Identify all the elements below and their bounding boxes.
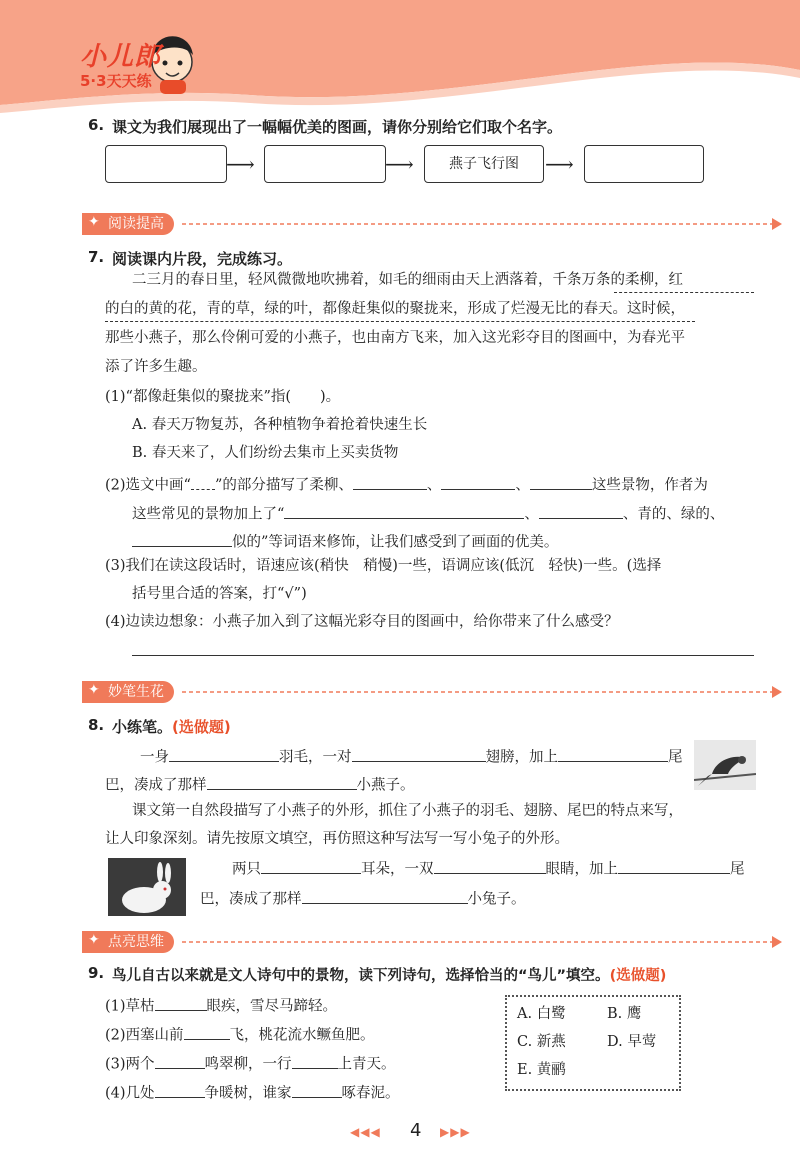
q9-item-3: (3)两个 鸣翠柳，一行 上青天。 [105, 1053, 396, 1072]
q6-box-3: 燕子飞行图 [424, 145, 544, 183]
blank-field[interactable] [155, 1082, 205, 1098]
q9-options-box [505, 995, 681, 1091]
q7-sub2-line1: (2)选文中画“ ”的部分描写了柔柳、 、 、 这些景物，作者为 [105, 474, 708, 493]
section-banner-reading [82, 212, 782, 236]
series-name: 5·3天天练 [80, 72, 152, 90]
q7-sub2-line3: 似的”等词语来修饰，让我们感受到了画面的优美。 [132, 531, 558, 550]
arrow-icon: ⟶ [226, 152, 255, 176]
optional-tag: (选做题) [172, 718, 231, 736]
prev-arrows-icon: ◀◀◀ [350, 1125, 381, 1139]
q7-number: 7. [88, 248, 105, 266]
q8-swallow-line2: 巴，凑成了那样 小燕子。 [105, 774, 415, 793]
q6-box-2[interactable] [264, 145, 386, 183]
section-banner-thinking [82, 930, 782, 954]
q6-box-1[interactable] [105, 145, 227, 183]
page-number: 4 [410, 1120, 422, 1141]
q8-paragraph-2: 让人印象深刻。请先按原文填空，再仿照这种写法写一写小兔子的外形。 [105, 831, 569, 847]
blank-field[interactable] [184, 1024, 230, 1040]
blank-field[interactable] [539, 503, 623, 519]
blank-field[interactable] [530, 474, 592, 490]
q7-sub1-option-b[interactable]: B. 春天来了，人们纷纷去集市上买卖货物 [132, 445, 399, 461]
section-label: 妙笔生花 [82, 681, 174, 703]
blank-field[interactable] [353, 474, 427, 490]
blank-field[interactable] [292, 1082, 342, 1098]
q9-number: 9. [88, 964, 105, 982]
q8-rabbit-line1: 两只 耳朵，一双 眼睛，加上 尾 [232, 858, 745, 877]
blank-field[interactable] [155, 1053, 205, 1069]
passage-line-3: 那些小燕子，那么伶俐可爱的小燕子，也由南方飞来，加入这光彩夺目的图画中，为春光平 [105, 330, 685, 346]
q7-sub1: (1)“都像赶集似的聚拢来”指( )。 [105, 389, 341, 405]
blank-field[interactable] [132, 531, 232, 547]
q6-prompt: 课文为我们展现出了一幅幅优美的图画，请你分别给它们取个名字。 [112, 118, 563, 136]
q7-sub3-line1: (3)我们在读这段话时，语速应该(稍快 稍慢)一些，语调应该(低沉 轻快)一些。(选择 [105, 558, 662, 574]
blank-field[interactable] [261, 858, 361, 874]
q9-item-4: (4)几处 争暖树，谁家 啄春泥。 [105, 1082, 400, 1101]
star-icon: ✦ [88, 932, 100, 948]
q7-sub1-option-a[interactable]: A. 春天万物复苏，各种植物争着抢着快速生长 [132, 417, 428, 433]
rabbit-photo [108, 858, 186, 916]
blank-field[interactable] [155, 995, 207, 1011]
q9-item-2: (2)西塞山前 飞，桃花流水鳜鱼肥。 [105, 1024, 375, 1043]
q7-sub2-line2: 这些常见的景物加上了“ 、 、青的、绿的、 [132, 503, 724, 522]
q7-prompt: 阅读课内片段，完成练习。 [112, 250, 293, 268]
blank-field[interactable] [169, 746, 279, 762]
star-icon: ✦ [88, 214, 100, 230]
option-c: C. 新燕 [517, 1034, 566, 1050]
blank-field[interactable] [302, 888, 468, 904]
section-label: 阅读提高 [82, 213, 174, 235]
blank-field[interactable] [292, 1053, 338, 1069]
blank-field[interactable] [441, 474, 515, 490]
q7-sub4: (4)边读边想象：小燕子加入到了这幅光彩夺目的图画中，给你带来了什么感受？ [105, 614, 619, 630]
answer-line[interactable] [132, 655, 754, 656]
section-banner-writing [82, 680, 782, 704]
section-label: 点亮思维 [82, 931, 174, 953]
optional-tag: (选做题) [609, 968, 667, 984]
underline-wavy [105, 321, 695, 322]
blank-field[interactable] [352, 746, 486, 762]
passage-line-1: 二三月的春日里，轻风微微地吹拂着，如毛的细雨由天上洒落着，千条万条的柔柳，红 [132, 272, 683, 288]
option-d: D. 早莺 [607, 1034, 657, 1050]
q9-item-1: (1)草枯 眼疾，雪尽马蹄轻。 [105, 995, 337, 1014]
option-e: E. 黄鹂 [517, 1062, 566, 1078]
underline-wavy [614, 292, 754, 293]
brand-logo: 小儿郎 [80, 42, 162, 72]
q8-swallow-line1: 一身 羽毛，一对 翅膀，加上 尾 [140, 746, 683, 765]
q6-box-4[interactable] [584, 145, 704, 183]
q6-number: 6. [88, 116, 105, 134]
arrow-icon: ⟶ [385, 152, 414, 176]
q8-number: 8. [88, 716, 105, 734]
arrow-icon: ⟶ [545, 152, 574, 176]
q8-rabbit-line2: 巴，凑成了那样 小兔子。 [200, 888, 526, 907]
star-icon: ✦ [88, 682, 100, 698]
q8-paragraph-1: 课文第一自然段描写了小燕子的外形，抓住了小燕子的羽毛、翅膀、尾巴的特点来写， [132, 803, 683, 819]
passage-line-2: 的白的黄的花，青的草，绿的叶，都像赶集似的聚拢来，形成了烂漫无比的春天。这时候， [105, 301, 685, 317]
q8-prompt: 小练笔。(选做题) [112, 718, 231, 736]
q7-sub3-line2: 括号里合适的答案，打“√”) [132, 586, 307, 602]
blank-field[interactable] [207, 774, 357, 790]
option-b: B. 鹰 [607, 1006, 642, 1022]
option-a: A. 白鹭 [517, 1006, 566, 1022]
blank-field[interactable] [618, 858, 730, 874]
blank-field[interactable] [558, 746, 668, 762]
passage-line-4: 添了许多生趣。 [105, 359, 207, 375]
q9-prompt: 鸟儿自古以来就是文人诗句中的景物，读下列诗句，选择恰当的“鸟儿”填空。(选做题) [112, 968, 667, 984]
blank-field[interactable] [434, 858, 546, 874]
next-arrows-icon: ▶▶▶ [440, 1125, 471, 1139]
blank-field[interactable] [284, 503, 524, 519]
swallow-photo [694, 740, 756, 790]
